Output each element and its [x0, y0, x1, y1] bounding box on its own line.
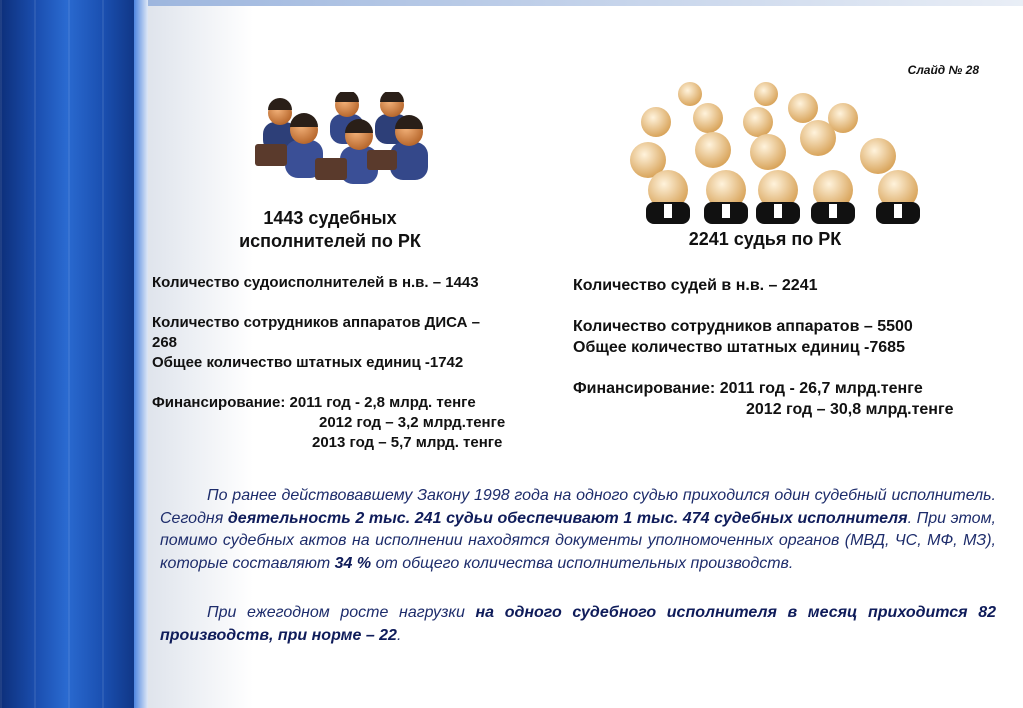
left-financing-2011: Финансирование: 2011 год - 2,8 млрд. тенге [152, 394, 476, 411]
left-stat-staff: Количество сотрудников аппаратов ДИСА – [152, 314, 480, 331]
right-stat-staff: Количество сотрудников аппаратов – 5500 [573, 318, 913, 335]
paragraph1-text2: . При этом, помимо судебных актов на исполнении находятся документы уполномоченных органов (МВД, ЧС, МФ, МЗ), которые составляют [160, 509, 996, 572]
top-line [148, 0, 1023, 6]
right-financing-2011: Финансирование: 2011 год - 26,7 млрд.тенге [573, 380, 923, 397]
judges-icon [628, 78, 928, 226]
sidebar-edge [134, 0, 148, 708]
left-financing-2012: 2012 год – 3,2 млрд.тенге [319, 414, 506, 431]
paragraph1-text3: от общего количества исполнительных производств. [371, 554, 794, 572]
left-financing-2013: 2013 год – 5,7 млрд. тенге [312, 434, 503, 451]
right-stats [573, 275, 1013, 420]
paragraph1-bold2: 34 % [334, 554, 372, 572]
paragraph1-bold1: деятельность 2 тыс. 241 судьи обеспечивают 1 тыс. 474 судебных исполнителя [227, 509, 908, 527]
left-heading [200, 207, 460, 253]
paragraph2-text2: . [396, 626, 402, 644]
right-stat-judges: Количество судей в н.в. – 2241 [573, 277, 818, 294]
left-stats [152, 273, 552, 453]
paragraph2-text1: При ежегодном росте нагрузки [207, 604, 476, 621]
paragraph-ratio [160, 485, 996, 575]
right-financing-2012: 2012 год – 30,8 млрд.тенге [746, 401, 954, 418]
paragraph1-text1: По ранее действовавшему Закону 1998 года на одного судью приходился один судебный исполнитель. Сегодня [160, 487, 996, 527]
sidebar-decoration [0, 0, 148, 708]
sidebar-stripes [0, 0, 148, 708]
left-stat-staff-value: 268 [152, 334, 178, 351]
left-heading-line2: исполнителей по РК [239, 231, 421, 251]
paragraph2-bold1: на одного судебного исполнителя в месяц приходится 82 производств, при норме – 22 [160, 604, 997, 644]
right-stat-units: Общее количество штатных единиц -7685 [573, 339, 905, 356]
paragraph-workload [160, 602, 996, 647]
left-stat-units: Общее количество штатных единиц -1742 [152, 354, 464, 371]
left-stat-executors: Количество судоисполнителей в н.в. – 1443 [152, 274, 479, 291]
right-heading: 2241 судья по РК [688, 229, 842, 249]
left-heading-line1: 1443 судебных [263, 208, 397, 228]
business-people-icon [245, 92, 440, 187]
slide-number: Слайд № 28 [907, 63, 979, 77]
